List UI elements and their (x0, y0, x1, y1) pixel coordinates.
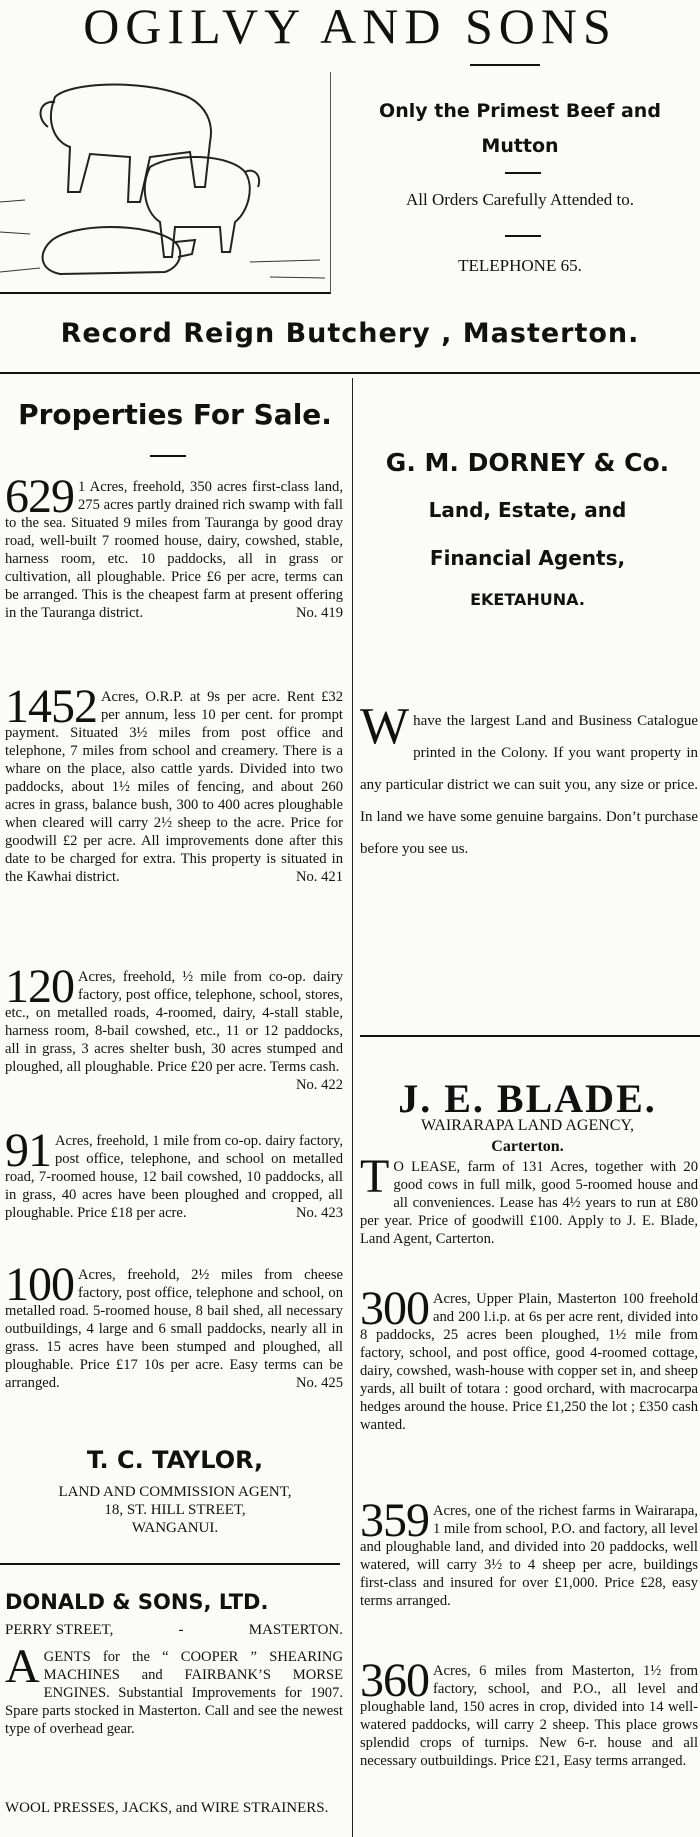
column-rule (352, 378, 353, 1837)
donald-body (5, 1640, 343, 1738)
ad-line-1: Only the Primest Beef and (379, 100, 661, 122)
listing-number: 629 (5, 470, 74, 523)
listing-text: Acres, freehold, ½ mile from co-op. dairy factory, post office, telephone, school, stores, etc., on metalled roads, 4-roomed, dairy, 4-stall stable, harness room, 8-bail cowshed, etc., 11 or 12 paddocks, all in grass, 3 acres shelter bush, 30 acres stumped and ploughed, all ploughable. Price £20 per acre. Terms cash. (5, 969, 343, 1075)
butchery-banner: Record Reign Butchery , Masterton. (60, 318, 640, 349)
listing-ref: No. 423 (295, 1205, 343, 1221)
donald-address (5, 1622, 343, 1639)
taylor-line-1: LAND AND COMMISSION AGENT, (58, 1484, 292, 1500)
listing-text: Acres, one of the richest farms in Wairarapa, 1 mile from school, P.O. and factory, all level and ploughable land, and divided into 20 paddocks, well watered, will carry 3½ to 4 sheep per acre, buildings first-class and insured for over £1,000. Price £28, easy terms arranged. (360, 1503, 698, 1609)
blade-name: J. E. BLADE. (398, 1076, 657, 1121)
listing-ref: No. 425 (295, 1375, 343, 1391)
listing-number: 359 (360, 1494, 429, 1547)
listing-ref: No. 422 (295, 1077, 343, 1093)
listing-number: 100 (5, 1258, 74, 1311)
section-rule (360, 1035, 700, 1037)
blade-listing (360, 1494, 698, 1610)
taylor-line-3: WANGANUI. (131, 1520, 219, 1536)
livestock-illustration (0, 72, 331, 294)
donald-dash: - (178, 1622, 184, 1638)
dorney-line-2: Financial Agents, (429, 546, 626, 570)
dorney-body (360, 698, 698, 865)
listing-text: Acres, Upper Plain, Masterton 100 freehold and 200 l.i.p. at 6s per acre rent, divided into 8 paddocks, 25 acres been ploughed, 1½ mile from factory, school, and post office, good 4-roomed cottage, dairy, cowshed, wash-house with copper set in, and sheep yards, all built of totara : good orchard, with macrocarpa hedges around the house. Price £1,250 the lot ; £350 cash wanted. (360, 1291, 698, 1433)
listing-ref: No. 419 (295, 605, 343, 621)
listing-ref: No. 421 (295, 869, 343, 885)
listing-text: Acres, 6 miles from Masterton, 1½ from factory, school, and P.O., all level and ploughable land, 150 acres in crop, divided into 14 well-watered paddocks, will carry 2 sheep. This place grows splendid crops of turnips. New 6-r. house and all necessary outbuildings. Price £21, Easy terms arranged. (360, 1663, 698, 1769)
cattle-sheep-pig-image (0, 72, 330, 292)
dorney-name: G. M. DORNEY & Co. (385, 448, 670, 477)
blade-intro-text: O LEASE, farm of 131 Acres, together with 20 good cows in full milk, good 5-roomed house and all conveniences. Lease has 4½ years to run at £80 per year. Price of goodwill £100. Apply to J. E. Blade, Land Agent, Carterton. (360, 1159, 698, 1247)
donald-footer: WOOL PRESSES, JACKS, and WIRE STRAINERS. (5, 1800, 329, 1816)
dorney-town: EKETAHUNA. (470, 590, 585, 609)
listing-number: 360 (360, 1654, 429, 1707)
divider (150, 455, 186, 457)
blade-intro (360, 1150, 698, 1248)
listing-text: 1 Acres, freehold, 350 acres first-class land, 275 acres partly drained rich swamp with fall to the sea. Situated 9 miles from Tauranga by good dray road, well-built 7 roomed house, dairy, cowshed, stable, harness room, etc. 10 paddocks, all in grass or cultivation, all ploughable. Price £6 per acre, terms can be arranged. This is the cheapest farm at present offering in the Tauranga district. (5, 479, 343, 621)
listing-text: Acres, freehold, 2½ miles from cheese factory, post office, telephone and school, on metalled road. 5-roomed house, 8 bail shed, all necessary outbuildings, 4 large and 6 small paddocks, nearly all in grass. 15 acres have been stumped and ploughed, all ploughable. Price £17 10s per acre. Easy terms can be arranged. (5, 1267, 343, 1391)
donald-name: DONALD & SONS, LTD. (5, 1590, 269, 1614)
section-rule (0, 1563, 340, 1565)
divider (505, 172, 541, 174)
blade-listing (360, 1654, 698, 1770)
listing-number: 1452 (5, 680, 97, 733)
dorney-text: have the largest Land and Business Catalogue printed in the Colony. If you want property in any particular district we can suit you, any size or price. In land we have some genuine bargains. Don’t purchase before you see us. (360, 713, 698, 857)
property-listing (5, 1258, 343, 1392)
blade-agency: WAIRARAPA LAND AGENCY, (421, 1117, 634, 1134)
blade-town: Carterton. (491, 1138, 564, 1155)
masthead-title: OGILVY AND SONS (83, 0, 617, 54)
dorney-line-1: Land, Estate, and (428, 498, 627, 522)
donald-text: GENTS for the “ COOPER ” SHEARING MACHINES and FAIRBANK’S MORSE ENGINES. Substantial Improvements for 1907. Spare parts stocked in Masterton. Call and see the newest type of overhead gear. (5, 1649, 343, 1737)
listing-number: 91 (5, 1124, 51, 1177)
taylor-name: T. C. TAYLOR, (86, 1446, 264, 1474)
property-listing (5, 470, 343, 622)
listing-number: 300 (360, 1282, 429, 1335)
divider (505, 235, 541, 237)
listing-text: Acres, O.R.P. at 9s per acre. Rent £32 per annum, less 10 per cent. for prompt payment. Situated 3½ miles from post office and telephone, 7 miles from school and creamery. There is a whare on the place, also cattle yards. Divided into two paddocks, about 1½ miles of fencing, and about 260 acres in grass, balance bush, 300 to 400 acres ploughable when cleared will carry 2½ sheep to the acre. Price for goodwill £2 per acre. All improvements done after this date to be charged for extra. This property is situated in the Kawhai district. (5, 689, 343, 885)
blade-listing (360, 1282, 698, 1434)
dropcap: A (5, 1640, 40, 1693)
section-rule (0, 372, 700, 374)
properties-title: Properties For Sale. (18, 398, 332, 431)
telephone-line: TELEPHONE 65. (458, 256, 582, 275)
dropcap: T (360, 1150, 390, 1203)
listing-text: Acres, freehold, 1 mile from co-op. dairy factory, post office, telephone, and school on metalled road, 7-roomed house, 12 bail cowshed, 10 paddocks, all in grass, 40 acres have been ploughed and cropped, all ploughable. Price £18 per acre. (5, 1133, 343, 1221)
taylor-line-2: 18, ST. HILL STREET, (104, 1502, 246, 1518)
divider (470, 64, 540, 66)
property-listing (5, 1124, 343, 1222)
property-listing (5, 680, 343, 886)
orders-line: All Orders Carefully Attended to. (405, 190, 635, 209)
dropcap: W (360, 698, 410, 755)
donald-town: MASTERTON. (248, 1622, 343, 1638)
listing-number: 120 (5, 960, 74, 1013)
property-listing (5, 960, 343, 1094)
donald-street: PERRY STREET, (5, 1622, 114, 1638)
ad-line-2: Mutton (481, 135, 559, 157)
